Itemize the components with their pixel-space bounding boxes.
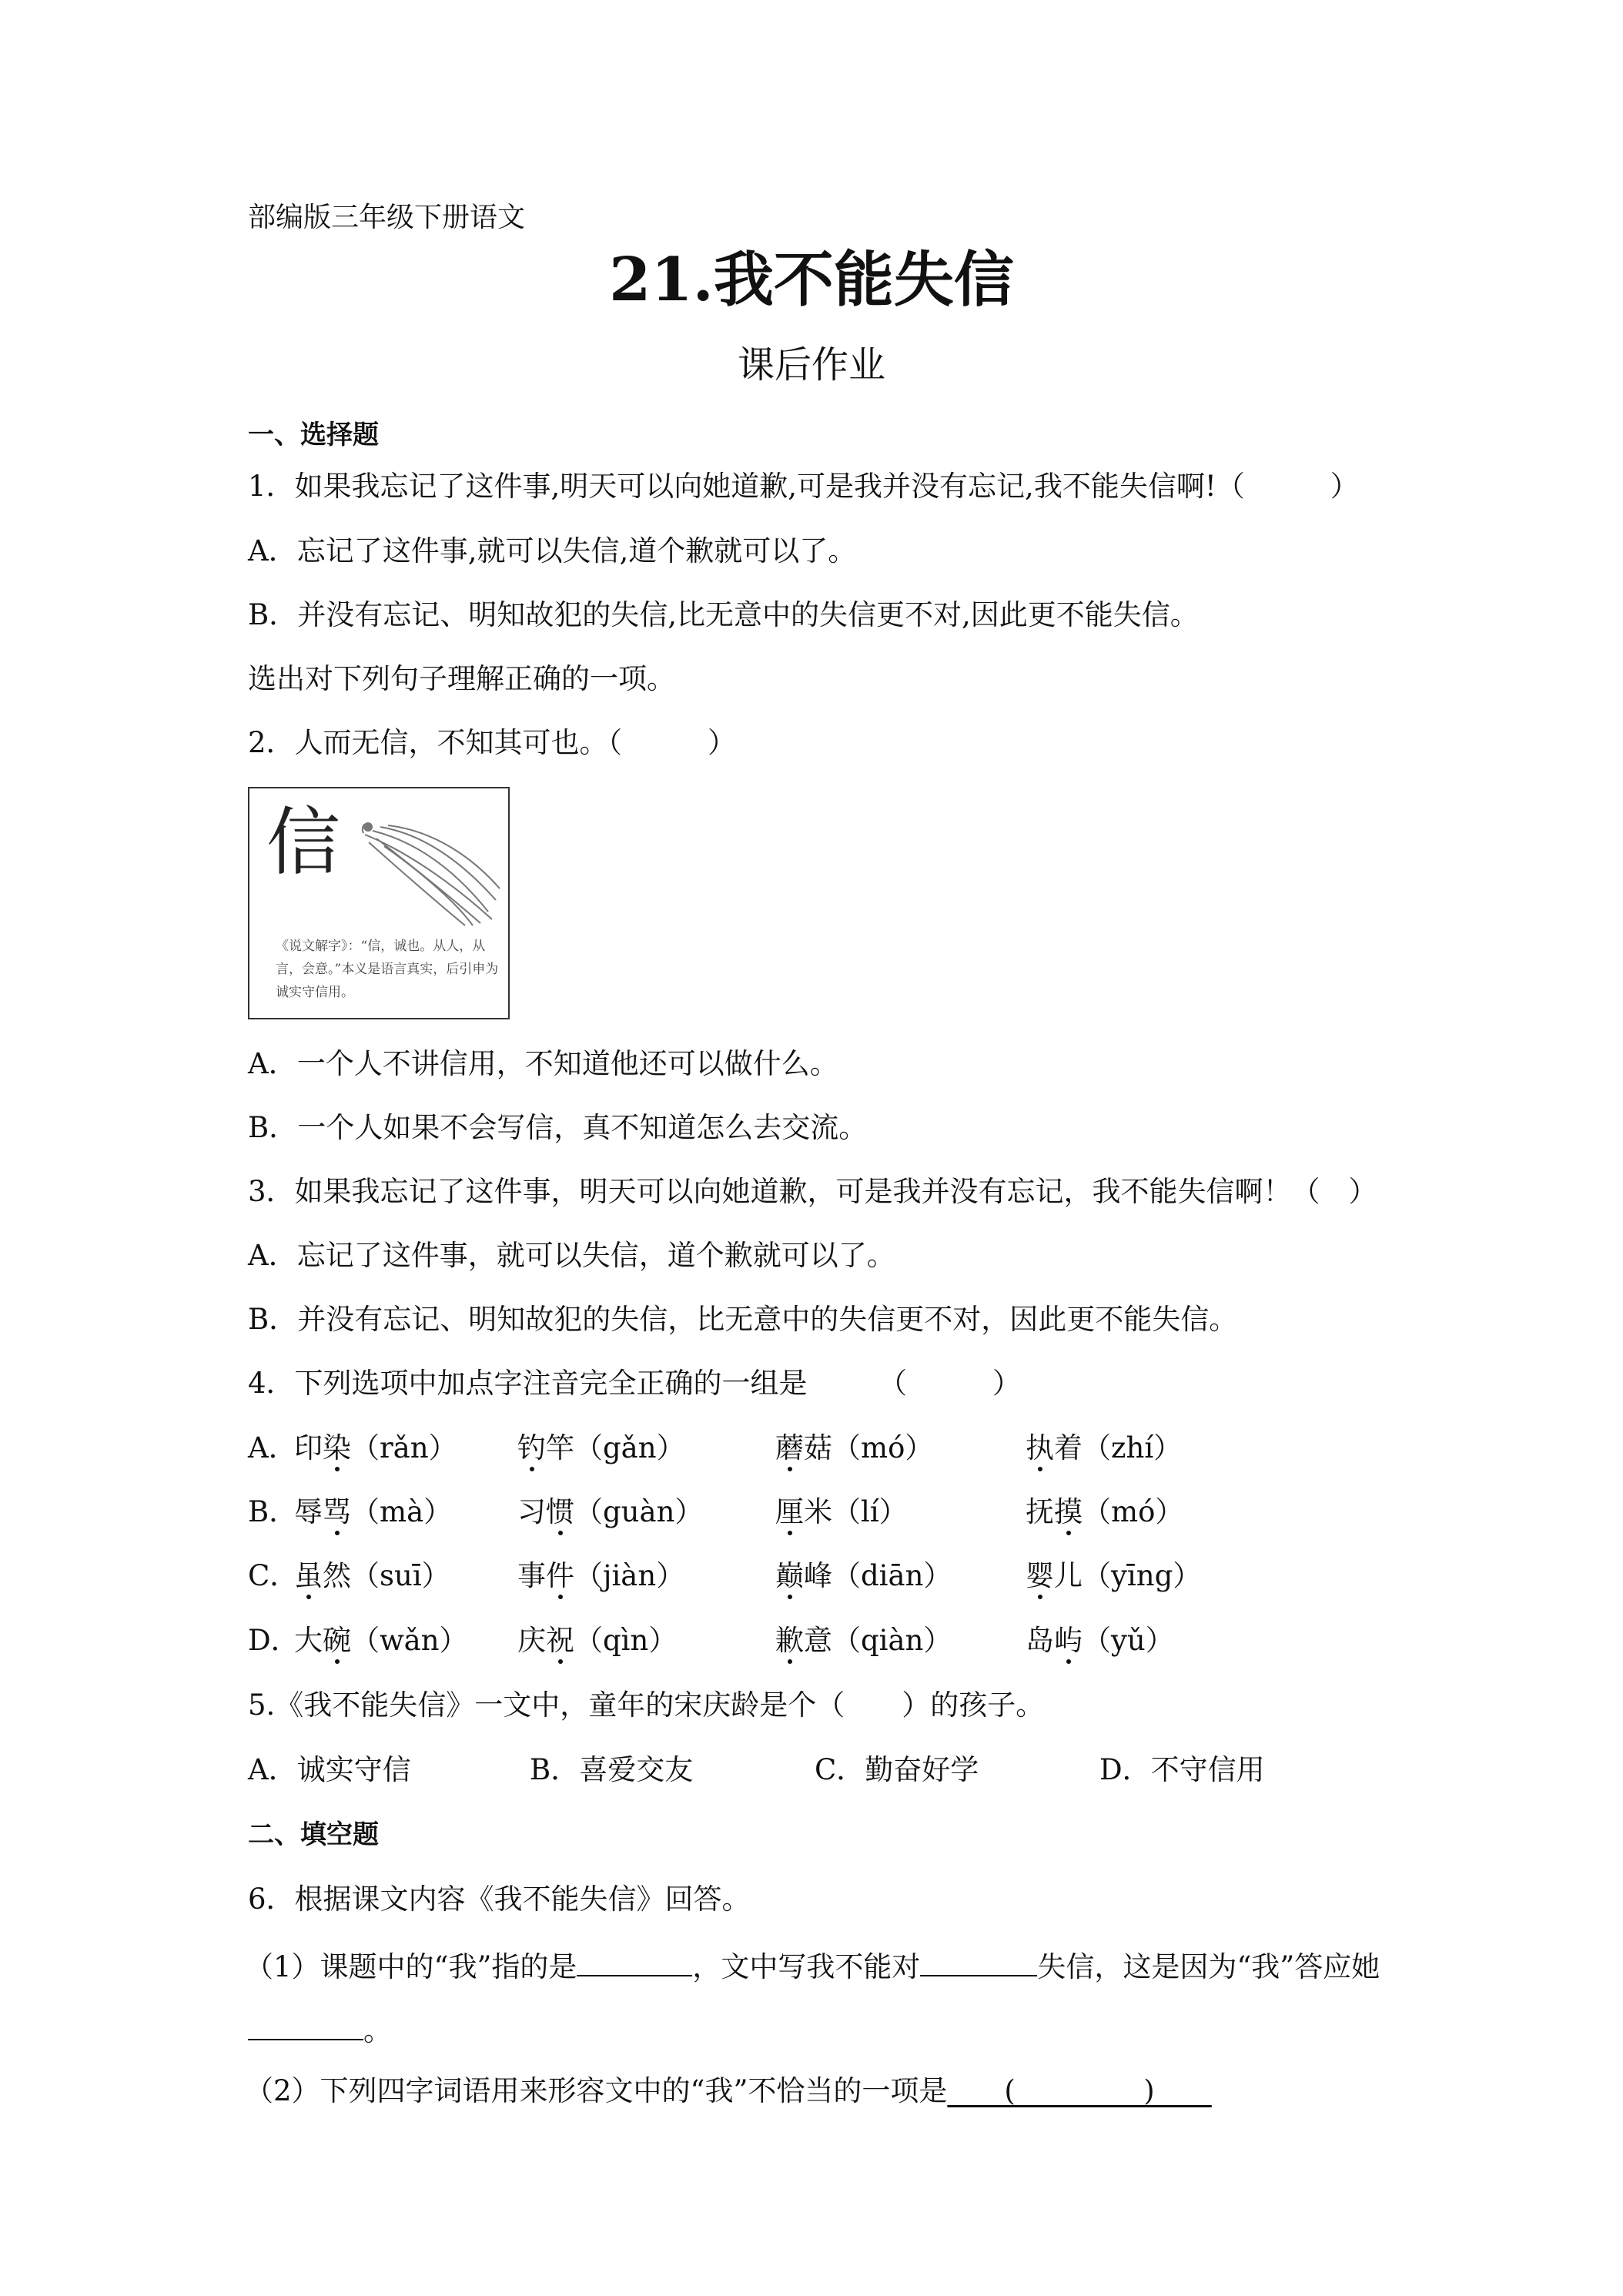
word-suffix-pinyin: （rǎn） bbox=[351, 1431, 457, 1464]
section-heading-fill-in: 二、填空题 bbox=[248, 1819, 379, 1850]
dotted-character: 惯 bbox=[546, 1495, 574, 1528]
word-suffix-pinyin: 米（lí） bbox=[804, 1495, 908, 1528]
question-5-option-d: D．不守信用 bbox=[1099, 1753, 1265, 1786]
answer-blank-4[interactable]: ____(_________)____ bbox=[947, 2074, 1212, 2107]
word-suffix-pinyin: （yǔ） bbox=[1083, 1624, 1174, 1657]
question-5-stem: 5.《我不能失信》一文中，童年的宋庆龄是个（ ）的孩子。 bbox=[248, 1689, 1045, 1722]
pinyin-item bbox=[775, 1431, 934, 1464]
pinyin-item bbox=[1026, 1495, 1184, 1528]
word-suffix-pinyin: （guàn） bbox=[574, 1495, 704, 1528]
question-2-stem: 2．人而无信，不知其可也。（ ） bbox=[248, 726, 737, 759]
word-suffix-pinyin: 儿（yīng） bbox=[1054, 1559, 1202, 1592]
word-suffix-pinyin: （jiàn） bbox=[574, 1559, 685, 1592]
question-6-part-1-text-a: （1）课题中的“我”指的是 bbox=[245, 1950, 577, 1983]
question-3-option-a: A．忘记了这件事，就可以失信，道个歉就可以了。 bbox=[248, 1239, 895, 1272]
figure-seal-character: 信 bbox=[266, 799, 340, 885]
question-6-part-1-text-b: ，文中写我不能对 bbox=[692, 1950, 921, 1983]
question-1-option-b: B．并没有忘记、明知故犯的失信,比无意中的失信更不对,因此更不能失信。 bbox=[248, 598, 1199, 631]
pinyin-item bbox=[517, 1626, 677, 1655]
feather-quill-icon bbox=[357, 804, 504, 927]
dotted-character: 碗 bbox=[323, 1624, 351, 1657]
answer-blank-1[interactable] bbox=[577, 1949, 692, 1976]
header-label: 部编版三年级下册语文 bbox=[248, 202, 526, 233]
question-6-part-1-continued bbox=[248, 2013, 392, 2045]
question-6-part-1-text-c: 失信，这是因为“我”答应她 bbox=[1037, 1950, 1380, 1983]
word-prefix: 辱 bbox=[294, 1495, 323, 1528]
question-1-option-a: A．忘记了这件事,就可以失信,道个歉就可以了。 bbox=[248, 534, 857, 567]
answer-blank-3[interactable] bbox=[248, 2013, 363, 2040]
question-6-stem: 6．根据课文内容《我不能失信》回答。 bbox=[248, 1883, 751, 1916]
pinyin-item bbox=[294, 1431, 457, 1464]
dotted-character: 祝 bbox=[546, 1624, 574, 1657]
dotted-character: 婴 bbox=[1026, 1559, 1054, 1592]
word-prefix: 岛 bbox=[1026, 1624, 1054, 1657]
dotted-character: 巅 bbox=[775, 1559, 804, 1592]
question-5-option-c: C．勤奋好学 bbox=[815, 1753, 979, 1786]
word-suffix-pinyin: 菇（mó） bbox=[804, 1431, 934, 1464]
question-6-part-1 bbox=[245, 1949, 1380, 1981]
dotted-character: 厘 bbox=[775, 1495, 804, 1528]
option-label: D． bbox=[248, 1624, 300, 1657]
xin-character-figure bbox=[248, 787, 510, 1019]
pinyin-item bbox=[294, 1495, 453, 1528]
question-6-part-2-text: （2）下列四字词语用来形容文中的“我”不恰当的一项是 bbox=[245, 2074, 948, 2107]
pinyin-item bbox=[1026, 1626, 1174, 1655]
dotted-character: 件 bbox=[546, 1559, 574, 1592]
pinyin-item bbox=[775, 1561, 952, 1590]
pinyin-item bbox=[294, 1561, 450, 1590]
page-title: 21.我不能失信 bbox=[609, 245, 1014, 315]
question-3-stem: 3．如果我忘记了这件事，明天可以向她道歉，可是我并没有忘记，我不能失信啊！（ ） bbox=[248, 1175, 1377, 1208]
answer-blank-2[interactable] bbox=[920, 1949, 1037, 1976]
question-1-instruction: 选出对下列句子理解正确的一项。 bbox=[248, 662, 675, 695]
pinyin-item bbox=[517, 1495, 704, 1528]
pinyin-item bbox=[1026, 1561, 1201, 1590]
question-3-option-b: B．并没有忘记、明知故犯的失信，比无意中的失信更不对，因此更不能失信。 bbox=[248, 1303, 1238, 1336]
word-prefix: 习 bbox=[517, 1495, 546, 1528]
word-suffix-pinyin: 竿（gǎn） bbox=[546, 1431, 685, 1464]
pinyin-item bbox=[1026, 1431, 1183, 1464]
section-heading-choice: 一、选择题 bbox=[248, 420, 379, 450]
word-suffix-pinyin: 然（suī） bbox=[323, 1559, 450, 1592]
pinyin-item bbox=[517, 1561, 684, 1590]
question-2-option-a: A．一个人不讲信用，不知道他还可以做什么。 bbox=[248, 1047, 838, 1080]
word-suffix-pinyin: （mó） bbox=[1083, 1495, 1184, 1528]
word-suffix-pinyin: （qìn） bbox=[574, 1624, 678, 1657]
pinyin-item bbox=[294, 1626, 468, 1655]
option-label: C． bbox=[248, 1559, 299, 1592]
word-prefix: 大 bbox=[294, 1624, 323, 1657]
word-suffix-pinyin: （wǎn） bbox=[351, 1624, 468, 1657]
dotted-character: 染 bbox=[323, 1431, 351, 1464]
word-suffix-pinyin: （mà） bbox=[351, 1495, 453, 1528]
page-subtitle: 课后作业 bbox=[737, 343, 885, 387]
dotted-character: 歉 bbox=[775, 1624, 804, 1657]
word-prefix: 事 bbox=[517, 1559, 546, 1592]
dotted-character: 屿 bbox=[1054, 1624, 1083, 1657]
question-1-stem: 1．如果我忘记了这件事,明天可以向她道歉,可是我并没有忘记,我不能失信啊!（ ） bbox=[248, 470, 1359, 503]
question-5-option-a: A．诚实守信 bbox=[248, 1753, 411, 1786]
pinyin-item bbox=[775, 1495, 908, 1528]
question-2-option-b: B．一个人如果不会写信，真不知道怎么去交流。 bbox=[248, 1111, 868, 1144]
dotted-character: 钓 bbox=[517, 1431, 546, 1464]
dotted-character: 摸 bbox=[1054, 1495, 1083, 1528]
word-suffix-pinyin: 峰（diān） bbox=[804, 1559, 952, 1592]
question-6-part-1-end: 。 bbox=[363, 2014, 392, 2047]
question-5-option-b: B．喜爱交友 bbox=[530, 1753, 694, 1786]
question-6-part-2 bbox=[245, 2074, 1212, 2107]
word-prefix: 印 bbox=[294, 1431, 323, 1464]
option-label: B． bbox=[248, 1495, 298, 1528]
word-suffix-pinyin: 着（zhí） bbox=[1054, 1431, 1183, 1464]
dotted-character: 骂 bbox=[323, 1495, 351, 1528]
word-prefix: 抚 bbox=[1026, 1495, 1054, 1528]
word-suffix-pinyin: 意（qiàn） bbox=[804, 1624, 952, 1657]
option-label: A． bbox=[248, 1431, 297, 1464]
pinyin-item bbox=[517, 1431, 685, 1464]
dotted-character: 蘑 bbox=[775, 1431, 804, 1464]
dotted-character: 虽 bbox=[294, 1559, 323, 1592]
pinyin-item bbox=[775, 1626, 952, 1655]
question-4-stem: 4．下列选项中加点字注音完全正确的一组是 （ ） bbox=[248, 1367, 1022, 1400]
word-prefix: 庆 bbox=[517, 1624, 546, 1657]
figure-caption: 《说文解字》：“信，诚也。从人，从言，会意。”本义是语言真实，后引申为诚实守信用。 bbox=[276, 939, 499, 1000]
dotted-character: 执 bbox=[1026, 1431, 1054, 1464]
